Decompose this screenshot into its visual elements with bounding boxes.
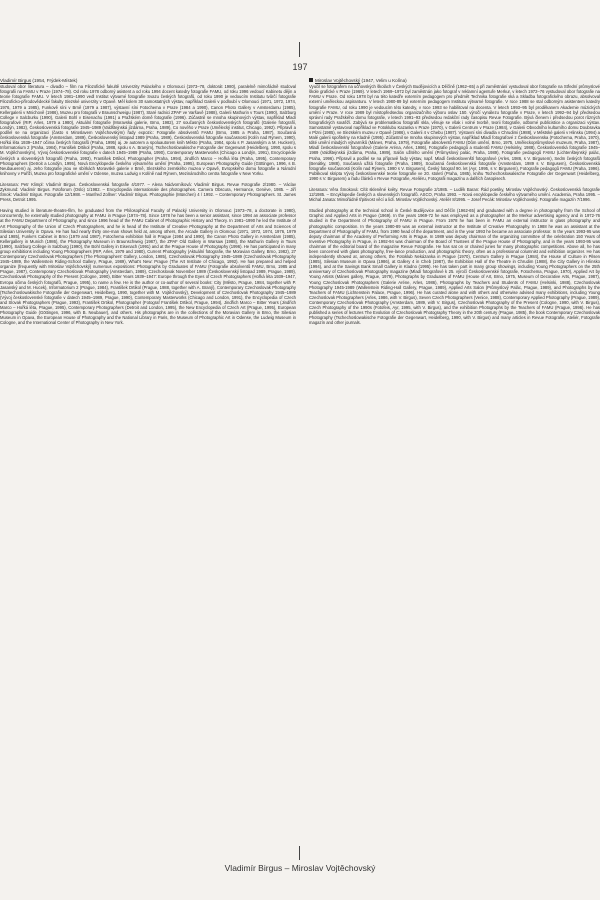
top-rule (299, 42, 300, 57)
page-number: 197 (292, 62, 308, 72)
bottom-rule (299, 846, 300, 860)
vojtechovsky-heading (309, 78, 600, 83)
vojtechovsky-name: Miroslav Vojtěchovský (315, 78, 361, 83)
vojtechovsky-literature: Literatura: Věra Šmoková: Cítit skleněné květy. Revue Fotografie 2/1985. – Luděk Baran: Řád poetiky, Miroslav Vojtěchovský. Československá fotografie 12/1985. – Encyklopedie českých a slovenských fotografů. ASCO, Praha 1993. – Nová encyklopedie českého výtvarného umění. Academia, Praha 1995. – Michal Janata: Mimořádně třpitivost věcí a lidí. Miroslav Vojtěchovský. Ateliér 8/1995. – Josef Pecák: Miroslav Vojtěchovský. Fotografie magazín 7/1996. (309, 186, 600, 203)
birgus-literature: Literatura: Petr Klimpl: Vladimír Birgus. Československá fotografie 4/1977. – Alena Nádvorníková: Vladimír Birgus. Revue Fotografie 2/1980. – Václav Zykmund: Vladimír Birgus. Fotoforum (Oslo) 1/1982. – Encyclopedia internationale des photographes. Camera Obscura, Hermance, Genève, 1985. – Jiří Šmok: Vladimír Birgus. Fotografie 12/1988. – Manfred Zollner: Vladimír Birgus. Photographie (München) 4 / 1992. – Contemporary Photographers. St. James Press, Detroit 1995. (0, 181, 296, 203)
birgus-czech-bio: studoval obor literatura – divadlo – film na Filozofické fakultě Univerzity Palackého v Olomouci (1973–78, doktorát 1980), paralelně mimořádně studoval fotografii na FAMU v Praze (1974–78). Od roku 1978 odborný asistent a od roku 1994 docent katedry fotografie FAMU, od roku 1996 vedoucí Kabinetu dějin a teorie fotografie FAMU. V letech 1981–1990 vedl Institut výtvarné fotografie Svazu českých fotografů, od roku 1990 je vedoucím Institutu tvůrčí fotografie Filozoficko-přírodovědecké fakulty Slezské univerzity v Opavě. Měl kolem 30 samostatných výstav, například Galerii v podloubí v Olomouci (1971, 1972, 1974, 1976, 1979 a 1985), Funkově síni v Brně (1979 a 1987), výstavní síni Fotochema v Praze (1984 a 1990), Canon Photo Gallery v Amsterdamu (1985), Kellergalerii v Mnichově (1986), Muzeu pro fotografii v Braunschweigu (1987), Staré radnici ZPAF ve Varšavě (1988), Galerii Mathurin v Tours (1990), Salzburg College v Salcburku (1990), Galerii Bohl v Eisenachu (1991) a Pražském domě fotografie (1996). Zúčastnil se mnoha skupinových výstav, například Mladí fotografové (RIP, Arles, 1979 a 1980), Aktuální fotografie (Moravská galerie, Brno, 1982), 27 současných československých fotografů (Galerie fotografií, Londýn, 1982), Československá fotografie 1945–1989 (Valdštejnská jízdárna, Praha, 1989), Co nového v Praze (Umělecký institut, Chicago, 1992). Připravil a podílel se na organizaci (často s Miroslavem Vojtěchovským) řady expozic: Fotografie absolventů FAMU (Brno, 1985 a Praha, 1987), Současná československá fotografie (Amsterdam, 1989), Československý listopad 1989 (Praha, 1989), Československá fotografie současnosti (Kolín nad Rýnem, 1990), Hořká léta 1939–1947 očima českých fotografů (Praha, 1995) aj. Je autorem a spoluautorem knih Město (Praha, 1984, spolu s P. Jasanským a M. Huckem), Informatorium 2 (Praha, 1984), František Drtikol (Praha, 1988, spolu s A. Braným), Tschechoslowakische Fotografie der Gegenwart (Heidelberg, 1990, spolu s M. Vojtěchovským), Vývoj československé fotografie v datech 1945–1989 (Praha, 1990), Contemporary Masterworks (Chicago a Londýn, 1991), Encyclopédie českých a slovenských fotografů (Praha, 1993), František Drtikol, Photographer (Praha, 1994), Jindřich Marco – Hořká léta (Praha, 1995), Contemporary Photographers (Detroit a Londýn, 1995), Nová Encyklopedie českého výtvarného umění (Praha, 1995), European Photography Guide (Göttingen, 1996, s B. Neubauerem) aj. Jeho fotografie jsou ve sbírkách Moravské galerie v Brně, Slezského zemského muzea v Opavě, Evropského domu fotografie a Národní knihovny v Paříži, Muzea pro fotografické umění v Odense, muzea Ludwig v Kolíně nad Rýnem, Mezinárodního centra fotografie v New Yorku. (0, 84, 296, 176)
birgus-english-bio: Having studied in literature-theatre-film, he graduated from the Philosophical Faculty of Palacký University in Olomouc (1973–78, a doctorate in 1980), concurrently, he externally studied photography at FAMU in Prague (1974–78). Since 1978 he has been a senior assistant, since 1994 an associate professor at the FAMU Department of Photography, and since 1996 head of the FAMU Cabinet of Photographic History and Theory. In 1981–1990 he led the Institute of Art Photography of the Union of Czech Photographers, and he is head of the Institute of Creative Photography at the Department of Arts and Sciences of Silesian University in Opava. He has had nearly thirty one-man shows held at, among others, the Arcade Gallery in Olomouc (1971, 1972, 1974, 1976, 1979 and 1985), Funke's Cabinet in Brno (1979 and 1987), Fotochema exhibition hall in Prague (1984 and 1990), the Canon Photo Gallery in Amsterdam (1985), Kellergallery in Munich (1986), the Photography Museum in Braunschweig (1987), the ZPAF Old Gallery in Warsaw (1988), the Mathurin Gallery in Tours (1990), Salzburg College in Salzburg (1990), the Bohl Gallery in Eisenach (1991) and at the Prague House of Photography (1996). He has participated in many group exhibitions including Young Photographers (RIP, Arles, 1979 and 1980), Current Photography (Aktuální fotografie, the Moravian Gallery, Brno, 1982), 27 Contemporary Czechoslovak Photographers (The Photographers' Gallery, London, 1985), Czechoslovak Photography 1945–1989 (Czechoslovak Photography 1945–1989, the Wallenstein Riding-School Gallery, Prague, 1989), What's New: Prague (The Art Institute of Chicago, 1992). He has prepared and helped organize (frequently with Miroslav Vojtěchovský) numerous expositions: Photographs by Graduates of FAMU (Fotografie absolventů FAMU, Brno, 1985 and Prague, 1987), Contemporary Czechoslovak Photography (Amsterdam, 1989), Czechoslovak November 1989 (Československý listopad 1989, Prague, 1989), Czechoslovak Photography of the Present (Cologne, 1990), Bitter Years 1939–1947: Europe through the Eyes of Czech Photographers (Hořká léta 1939–1947, Evropa očima českých fotografů, Prague, 1995), to name a few. He is the author or co-author of several books: City (Město, Prague, 1984, together with P. Jasanský and M. Hucek), Informatorium 2 (Prague, 1984), František Drtikol (Prague, 1988, together with A. Braný), Contemporary Czechoslovak Photography (Tschechoslowakische Fotografie der Gegenwart, Heidelberg, 1990, together with M. Vojtěchovský), Development of Czechoslovak Photography 1945–1989 (Vývoj československé fotografie v datech 1945–1989, Prague, 1990), Contemporary Masterworks (Chicago and London, 1991), the Encyclopedia of Czech and Slovak Photographers (Prague, 1993), František Drtikol, Photographer (Fotograf František Drtikol, Prague, 1994), Jindřich Marco – Bitter Years (Jindřich Marco – Hořká léta, Prague, 1995), Contemporary Photographers (Detroit and London, 1995), the New Encyclopedia of Czech Art (Prague, 1995), European Photography Guide (Göttingen, 1996, with B. Neubauer), and others. His photographs are in the collections of the Moravian Gallery in Brno, the Silesian Museum in Opava, the European House of Photography and the National Library in Paris, the Museum of Photographic Art in Odense, the Ludwig Museum in Cologne, and the International Center of Photography in New York. (0, 208, 296, 326)
vojtechovsky-czech-bio: Vyučil se fotografem na učňovských školách v Českých Budějovicích a Děčíně (1962–65) a při zaměstnání vystudoval obor fotografie na Střední průmyslové škole grafické v Praze (1969). V letech 1969–1972 byl zaměstnán jako fotograf v reklamní agentuře Merkur, v letech 1972–76 vystudoval obor fotografie na FAMU v Praze. Od roku 1978 byl na této katedře externím pedagogem pro předmět Technika fotografie ská a Skladba fotografického obrazu, absolvoval externí uměleckou aspiranturu. V letech 1980-89 byl externím pedagogem Institutu výtvarné fotografie. V roce 1988 se stal odborným asistentem katedry fotografie FAMU, od roku 1990 je vedoucím této katedry, v roce 1993 se habilitoval na docenta. V letech 1993–95 byl proděkanem Akademie múzických umění v Praze. V roce 1989 byl místopředsedou organizačního výboru oslav 150. výročí vynálezu fotografie v Praze, v letech 1992–94 byl předsedou správní rady Pražského domu fotografie, v letech 1991–93 předsedou redakční rady časopisu Revue Fotografie. Bývá členem i předsedou porot různých fotografických soutěží. Zabývá se problematikou fotografií skla, věnuje se však i volné tvorbě, teorii fotografie, odborné publicistice a organizaci výstav. Samostatně vystavoval například ve Fotoklubu Kazanka v Praze (1970), v Galerii Centrum v Praze (1984), v Galerii Obvodního kulturního domu Doubravka v Plzni (1985), ve Slezském muzeu v Opavě (1986), v Galerii 4 v Chebu (1987). Výstavní síni divadla v Chrudimi (1988), v Městské galerii v Hlinsku (1994) a Malé galerii spořitelny na Kladně (1995). Zúčastnil se mnoha skupinových výstav, například Mladí fotografové z Československa (Fotochema, Praha, 1970), Idité umění mladých výtvarníků (Mánes, Praha, 1979), Fotografie absolventů FAMU (Dům umění, Brno, 1975, Uměleckoprůmyslové muzeum, Praha, 1987), Mladí československí fotografové (Galerie Aréna, Arles, 1986), Fotografie pedagogů a studentů FAMU (Helsinky, 1988), Československá fotografie 1945–1989 (Valdštejnská jízdárna, Praha, 1989), Salón užitého umění (Průmyslový palác, Praha, 1989), Fotografie pedagogů FAMU (Lichtenštejnský palác, Praha, 1996). Připravil a podílel se na přípravě řady výstav, např. Mladí českoslovenští fotografové (Arles, 1986, s V. Birgusem), Sedm českých fotografů (Benátky, 1988), Současná užitá fotografie (Praha, 1989), Současná československá fotografie (Amsterdam, 1989 s V. Birgusem), Československá fotografie současnosti (Kolín nad Rýnem, 1990 s V. Birgusem), Český fotograf 90. let (Ayr, 1995, s V. Birgusem), Fotografie pedagogů FAMU (Praha, 1996). Publikoval skripta Vývoj československé teorie fotografie ve 20. století (Praha, 1985), knihu Tschechoslowakische Fotografie der Gegenwart (Heidelberg, 1990 s V. Birgusem) a řadu článků v Revue Fotografie, Ateliéru, Fotografii magazínu a dalších časopisech. (309, 84, 600, 181)
left-column (0, 78, 296, 331)
birgus-dates: (1954, Frýdek-Místek) (31, 78, 78, 83)
vojtechovsky-english-bio: Studied photography at the technical school in České Budějovice and Děčín (1962-65) and graduated with a degree in photography from the School of Graphic and Applied Arts in Prague (1969). In the years 1969-72 he was employed as a photographer at the Merkur advertising agency and in 1972-76 studied in the Department of Photography of FAMU in Prague. From 1978 he has been in FAMU an external instructor in glass photography and photographic composition. In the years 1980-89 was an external instructor at the Institute of Creative Photography. In 1988 he was an assistant at the Department of Photography of FAMU, from 1990 head of the department, and in the year 1993 he became an associate professor. In the years 1993-95 was deputy chairman of the Academy of Performing Arts in Prague. In 1989 was deputy chairman of the organizing committee of the celebration 150 Years of Inventive Photography in Prague, in 1992-94 was chairman of the Board of Trustees of the Prague House of Photography, and in the years 1993-95 was chairman of the editorial board of the magazine Revue Fotografie. He has sat on or chaired juries for many photographic competitions. Above all, he has been concerned with glass photography, free-lance production, and photographic theory, often as a professional columnist and exhibition organizer. He has independently showed at, among others, the Fotoklub Nekázanka in Prague (1970), Centrum Gallery in Prague (1984), the House of Culture in Pilsen (1985), Silesian Museum in Opava (1986), at Gallery 4 in Cheb (1987), the Exhibition Hall of the Theatre in Chrudim (1988), the City Gallery in Hlinsko (1994), and at the Savings Bank Small Gallery in Kladno (1995). He has taken part in many group showings, including Young Photographers on the 25th anniversary of Czechoslovak Photography magazine (Mladí fotografové k 25. výročí Československé fotografie, Fotochema, Prague, 1970), Applied Art by Young Artists (Mánes gallery, Prague, 1979), Photographs by Graduates of FAMU (House of Art, Brno, 1975, Museum of Decorative Arts, Prague, 1987), Young Czechoslovak Photographers (Galerie Aréne, Arles, 1986), Photographs by Teachers and Students of FAMU (Helsinki, 1988), Czechoslovak Photography 1945-1989 (Wallenstein Riding-Hall Gallery, Prague, 1989), Applied Arts Salon (Průmyslový Palác, Prague, 1989), and Photographs by the Teachers of FAMU (Lichtenstein Palace, Prague, 1996). He has curated alone and with others and otherwise advised many exhibitions, including Young Czechoslovak Photographers (Arles, 1986, with V. Birgus), Seven Czech Photographers (Venice, 1988), Contemporary Applied Photography (Prague, 1989), Contemporary Czechoslovak Photography (Amsterdam, 1989, with V. Birgus), Czechoslovak Photography of the Present (Cologne, 1990, with V. Birgus), Czech Photography of the 1990s (Fotofeis, Ayr, 1995, with V. Birgus), and the exhibition Photographs by the Teachers of FAMU (Prague, 1996). He has published a series of lectures The Evolution of Czechoslovak Photography Theory in the 20th century (Prague, 1985), the book Contemporary Czechoslovak Photography (Tschechoslowakische Fotografie der Gegenwart, Heidelberg, 1990, with V. Birgus) and many articles in Revue Fotografie, Ateliér, Fotografie magazín and other journals. (309, 208, 600, 326)
footer-title: Vladimír Birgus – Miroslav Vojtěchovský (224, 863, 376, 873)
birgus-heading (0, 78, 296, 83)
vojtechovsky-dates: (1947, Velim u Kolína) (360, 78, 407, 83)
right-column (309, 78, 600, 331)
birgus-name: Vladimír Birgus (0, 78, 32, 83)
square-bullet-icon (309, 78, 313, 82)
